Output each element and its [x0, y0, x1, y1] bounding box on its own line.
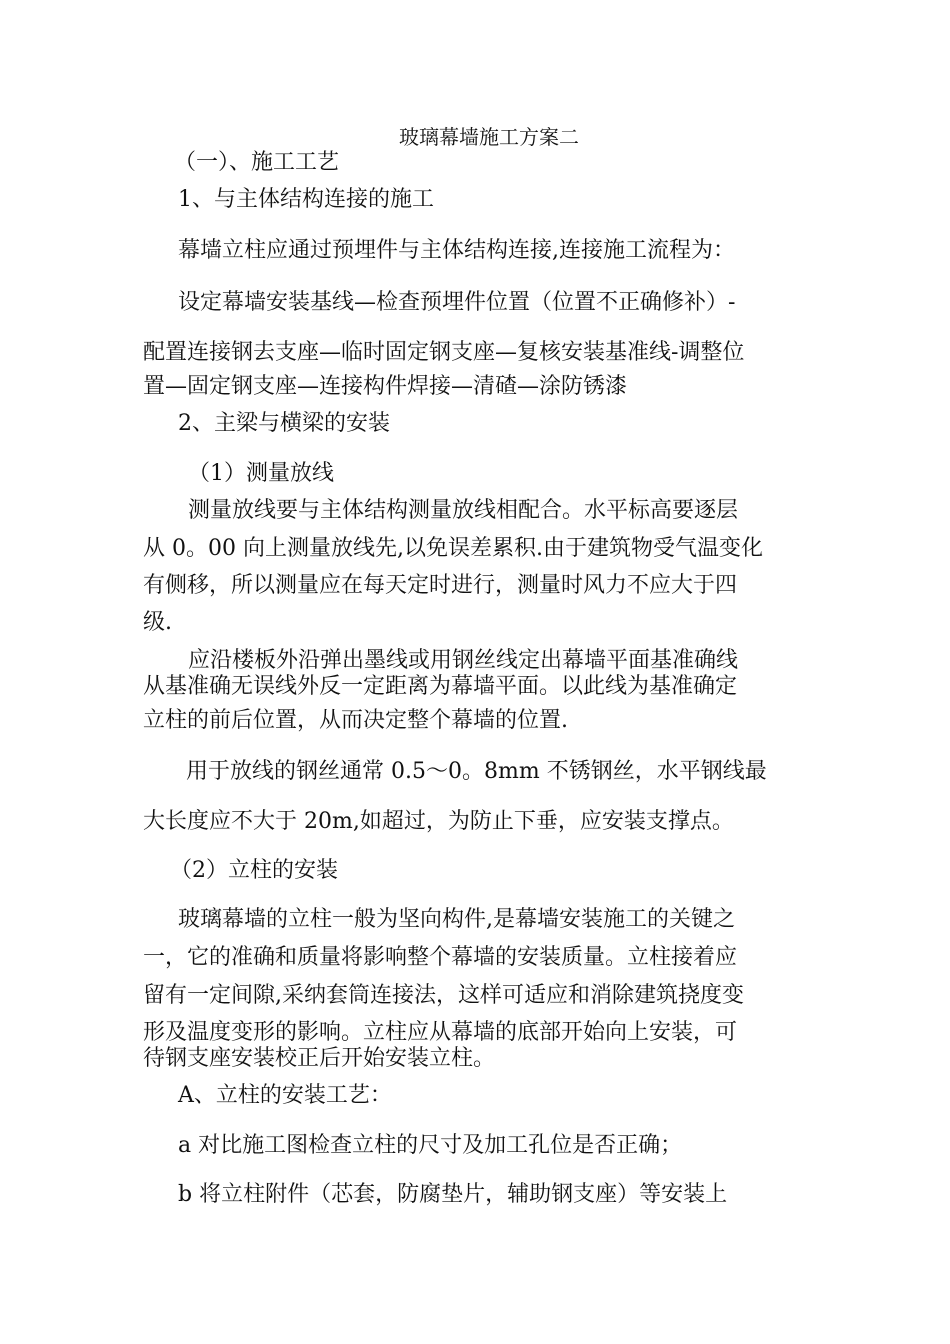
step-a-heading: A、立柱的安装工艺： — [178, 1083, 392, 1108]
list-item: b 将立柱附件（芯套，防腐垫片，辅助钢支座）等安装上 — [178, 1182, 728, 1207]
paragraph-line: 留有一定间隙,采纳套筒连接法，这样可适应和消除建筑挠度变 — [143, 983, 744, 1008]
paragraph-line: 用于放线的钢丝通常 0.5～0。8mm 不锈钢丝，水平钢线最 — [186, 759, 767, 784]
paragraph-line: 级. — [143, 610, 172, 635]
paragraph-line: 形及温度变形的影响。立柱应从幕墙的底部开始向上安装，可 — [143, 1020, 738, 1045]
subsection-1-heading: （1）测量放线 — [188, 461, 334, 486]
document-title: 玻璃幕墙施工方案二 — [399, 125, 579, 149]
list-item: a 对比施工图检查立柱的尺寸及加工孔位是否正确； — [178, 1133, 683, 1158]
section-1-heading: 1、与主体结构连接的施工 — [178, 187, 434, 212]
paragraph-line: 配置连接钢去支座—临时固定钢支座—复核安装基准线-调整位 — [143, 340, 745, 365]
paragraph-line: 设定幕墙安装基线—检查预埋件位置（位置不正确修补）- — [178, 290, 736, 315]
paragraph-line: 玻璃幕墙的立柱一般为坚向构件,是幕墙安装施工的关键之 — [178, 907, 735, 932]
paragraph-line: 有侧移，所以测量应在每天定时进行，测量时风力不应大于四 — [143, 573, 738, 598]
paragraph-line: 一，它的准确和质量将影响整个幕墙的安装质量。立柱接着应 — [143, 945, 738, 970]
paragraph-line: 立柱的前后位置，从而决定整个幕墙的位置. — [143, 708, 568, 733]
paragraph-line: 应沿楼板外沿弹出墨线或用钢丝线定出幕墙平面基准确线 — [188, 648, 739, 673]
paragraph-line: 测量放线要与主体结构测量放线相配合。水平标高要逐层 — [188, 498, 739, 523]
paragraph-line: 从基准确无误线外反一定距离为幕墙平面。以此线为基准确定 — [143, 674, 738, 699]
section-2-heading: 2、主梁与横梁的安装 — [178, 411, 390, 436]
heading-construction-process: （一）、施工工艺 — [174, 150, 340, 175]
paragraph-line: 待钢支座安装校正后开始安装立柱。 — [143, 1046, 496, 1071]
paragraph-line: 大长度应不大于 20m,如超过，为防止下垂，应安装支撑点。 — [143, 809, 734, 834]
subsection-2-heading: （2）立柱的安装 — [170, 858, 338, 883]
paragraph-line: 幕墙立柱应通过预埋件与主体结构连接,连接施工流程为： — [178, 238, 735, 263]
paragraph-line: 置—固定钢支座—连接构件焊接—清碴—涂防锈漆 — [143, 374, 628, 399]
paragraph-line: 从 0。00 向上测量放线先,以免误差累积.由于建筑物受气温变化 — [143, 536, 763, 561]
